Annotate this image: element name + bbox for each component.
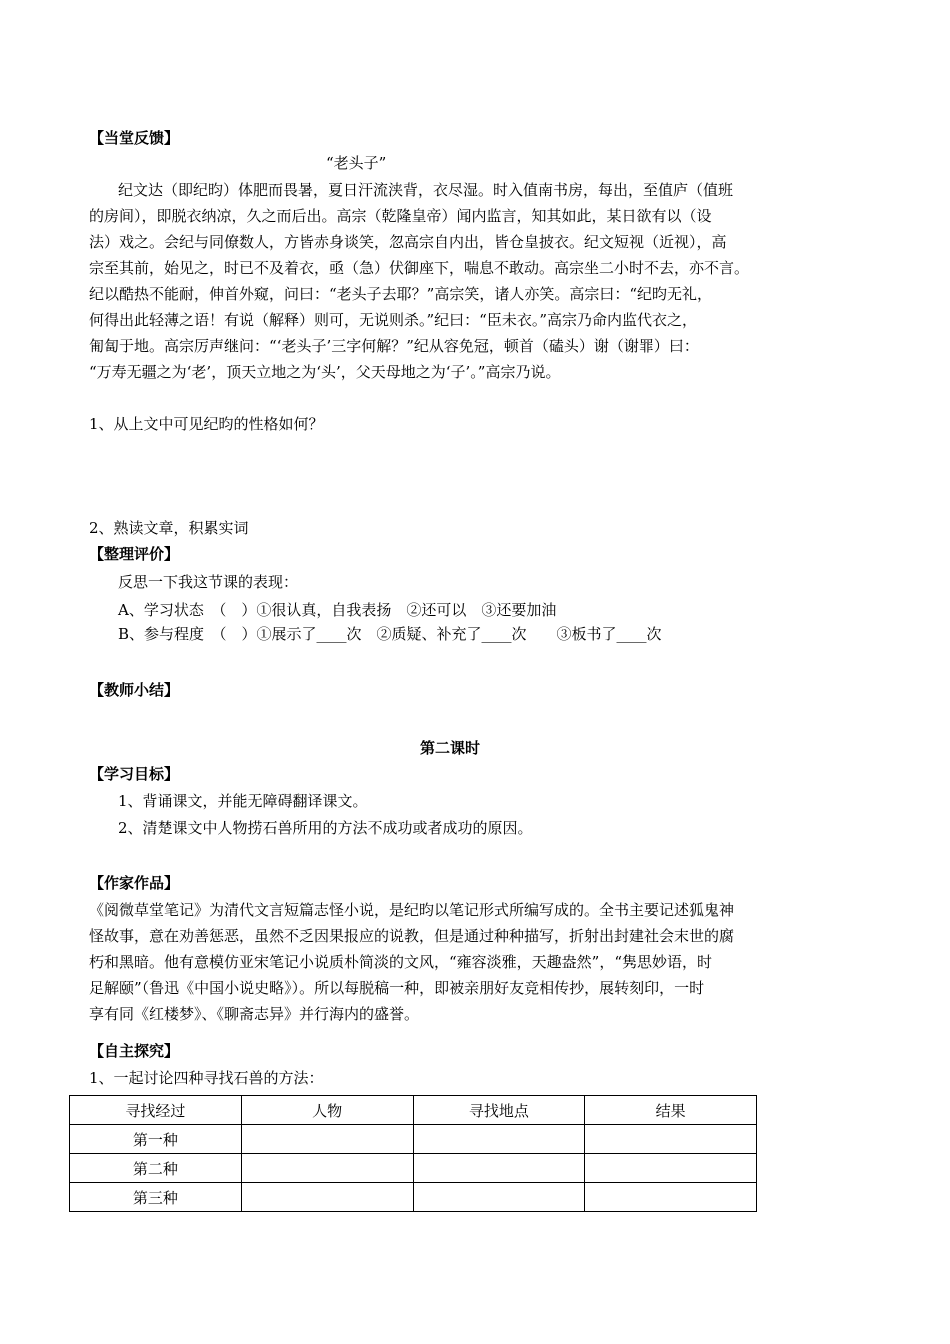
story-line-6: 何得出此轻薄之语！有说（解释）则可，无说则杀。”纪曰：“臣未衣。”高宗乃命内监代衣之， [89, 311, 698, 329]
story-line-5: 纪以酷热不能耐，伸首外窥，问曰：“老头子去耶？”高宗笑，诸人亦笑。高宗曰：“纪昀无礼， [89, 285, 713, 303]
explore-question: 1、一起讨论四种寻找石兽的方法： [89, 1069, 324, 1087]
table-cell[interactable] [585, 1183, 757, 1212]
author-line-4: 足解颐”（鲁迅《中国小说史略》）。所以每脱稿一种，即被亲朋好友竞相传抄，展转刻印，一时 [89, 979, 705, 997]
goals-heading: 【学习目标】 [89, 765, 180, 783]
table-header-cell: 寻找地点 [413, 1096, 585, 1125]
table-cell[interactable] [585, 1154, 757, 1183]
story-line-2: 的房间），即脱衣纳凉，久之而后出。高宗（乾隆皇帝）闻内监言，知其如此，某日欲有以（设 [89, 207, 712, 225]
table-cell: 第一种 [70, 1125, 242, 1154]
author-line-5: 享有同《红楼梦》、《聊斋志异》并行海内的盛誉。 [89, 1005, 420, 1023]
lesson-two-title: 第二课时 [420, 739, 481, 757]
story-title: “老头子” [326, 154, 387, 172]
feedback-question-1: 1、从上文中可见纪昀的性格如何？ [89, 415, 324, 433]
goal-item-2: 2、清楚课文中人物捞石兽所用的方法不成功或者成功的原因。 [118, 819, 533, 837]
feedback-question-2: 2、熟读文章，积累实词 [89, 519, 249, 537]
table-row [70, 1183, 757, 1212]
explore-heading: 【自主探究】 [89, 1042, 180, 1060]
table-header-cell: 结果 [585, 1096, 757, 1125]
author-line-2: 怪故事，意在劝善惩恶，虽然不乏因果报应的说教，但是通过种种描写，折射出封建社会末世的腐 [89, 927, 735, 945]
evaluation-heading: 【整理评价】 [89, 545, 180, 563]
table-cell[interactable] [241, 1183, 413, 1212]
story-line-3: 法）戏之。会纪与同僚数人，方皆赤身谈笑，忽高宗自内出，皆仓皇披衣。纪文短视（近视），高 [89, 233, 727, 251]
search-methods-table [69, 1095, 757, 1212]
evaluation-item-a: A、学习状态 （ ）①很认真，自我表扬 ②还可以 ③还要加油 [118, 601, 557, 619]
table-cell[interactable] [241, 1125, 413, 1154]
author-heading: 【作家作品】 [89, 874, 180, 892]
table-cell[interactable] [241, 1154, 413, 1183]
story-line-7: 匍匐于地。高宗厉声继问：“‘老头子’三字何解？”纪从容免冠，顿首（磕头）谢（谢罪）曰： [89, 337, 699, 355]
table-header-row [70, 1096, 757, 1125]
table-cell[interactable] [413, 1183, 585, 1212]
evaluation-prompt: 反思一下我这节课的表现： [118, 573, 299, 591]
story-line-8: “万寿无疆之为‘老’，顶天立地之为‘头’，父天母地之为‘子’。”高宗乃说。 [89, 363, 561, 381]
table-cell[interactable] [585, 1125, 757, 1154]
feedback-heading: 【当堂反馈】 [89, 129, 180, 147]
table-row [70, 1125, 757, 1154]
story-line-1: 纪文达（即纪昀）体肥而畏暑，夏日汗流浃背，衣尽湿。时入值南书房，每出，至值庐（值班 [118, 181, 734, 199]
story-line-4: 宗至其前，始见之，时已不及着衣，亟（急）伏御座下，喘息不敢动。高宗坐二小时不去，亦不言。 [89, 259, 750, 277]
table-cell: 第三种 [70, 1183, 242, 1212]
teacher-summary-heading: 【教师小结】 [89, 681, 180, 699]
author-line-3: 朽和黑暗。他有意模仿亚宋笔记小说质朴简淡的文风，“雍容淡雅，天趣盎然”，“隽思妙语，时 [89, 953, 713, 971]
author-line-1: 《阅微草堂笔记》为清代文言短篇志怪小说，是纪昀以笔记形式所编写成的。全书主要记述狐鬼神 [89, 901, 735, 919]
table-header-cell: 人物 [241, 1096, 413, 1125]
goal-item-1: 1、背诵课文，并能无障碍翻译课文。 [118, 792, 368, 810]
table-cell[interactable] [413, 1125, 585, 1154]
table-row [70, 1154, 757, 1183]
table-header-cell: 寻找经过 [70, 1096, 242, 1125]
table-cell[interactable] [413, 1154, 585, 1183]
table-cell: 第二种 [70, 1154, 242, 1183]
evaluation-item-b: B、参与程度 （ ）①展示了____次 ②质疑、补充了____次 ③板书了____次 [118, 625, 662, 643]
